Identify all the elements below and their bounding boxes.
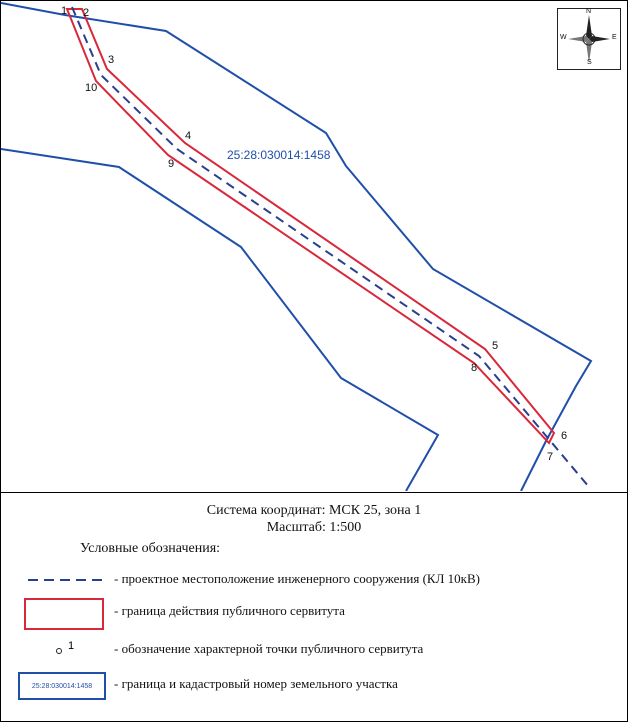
legend-dashed-line-symbol [28, 578, 108, 582]
legend-point-number: 1 [68, 640, 75, 652]
parcel-boundary-south [1, 149, 438, 491]
cable-line [72, 7, 592, 487]
compass-w-label: W [560, 34, 567, 41]
scale-text: Масштаб: 1:500 [266, 520, 362, 535]
point-label: 3 [108, 54, 115, 66]
legend-parcel-number: 25:28:030014:1458 [31, 682, 93, 690]
legend-red-rectangle-symbol [24, 598, 104, 630]
legend-title: Условные обозначения: [80, 541, 221, 556]
point-label: 9 [168, 158, 175, 170]
parcel-label: 25:28:030014:1458 [227, 148, 331, 162]
parcel-boundary-north [1, 3, 591, 491]
legend-item-cable: - проектное местоположение инженерного сооружения (КЛ 10кВ) [114, 571, 480, 586]
point-label: 7 [547, 451, 554, 463]
point-label: 1 [61, 5, 68, 17]
point-label: 4 [185, 130, 192, 142]
compass-rose-icon [557, 8, 621, 70]
legend-point-symbol [56, 648, 62, 654]
legend-item-servitude: - граница действия публичного сервитута [114, 603, 345, 618]
compass-s-label: S [587, 59, 592, 66]
legend-item-point: - обозначение характерной точки публичного сервитута [114, 641, 424, 656]
map-canvas [1, 1, 627, 491]
legend-blue-rectangle-symbol [18, 672, 106, 700]
legend-item-parcel: - граница и кадастровый номер земельного участка [114, 676, 398, 691]
point-label: 8 [471, 362, 478, 374]
point-label: 5 [492, 340, 499, 352]
coordinate-system: Система координат: МСК 25, зона 1 [206, 503, 422, 518]
point-label: 10 [85, 82, 98, 94]
map-divider [1, 492, 627, 493]
compass-e-label: E [612, 34, 617, 41]
compass-n-label: N [586, 8, 592, 15]
servitude-boundary [67, 9, 554, 443]
point-label: 6 [561, 430, 568, 442]
point-label: 2 [83, 7, 90, 19]
